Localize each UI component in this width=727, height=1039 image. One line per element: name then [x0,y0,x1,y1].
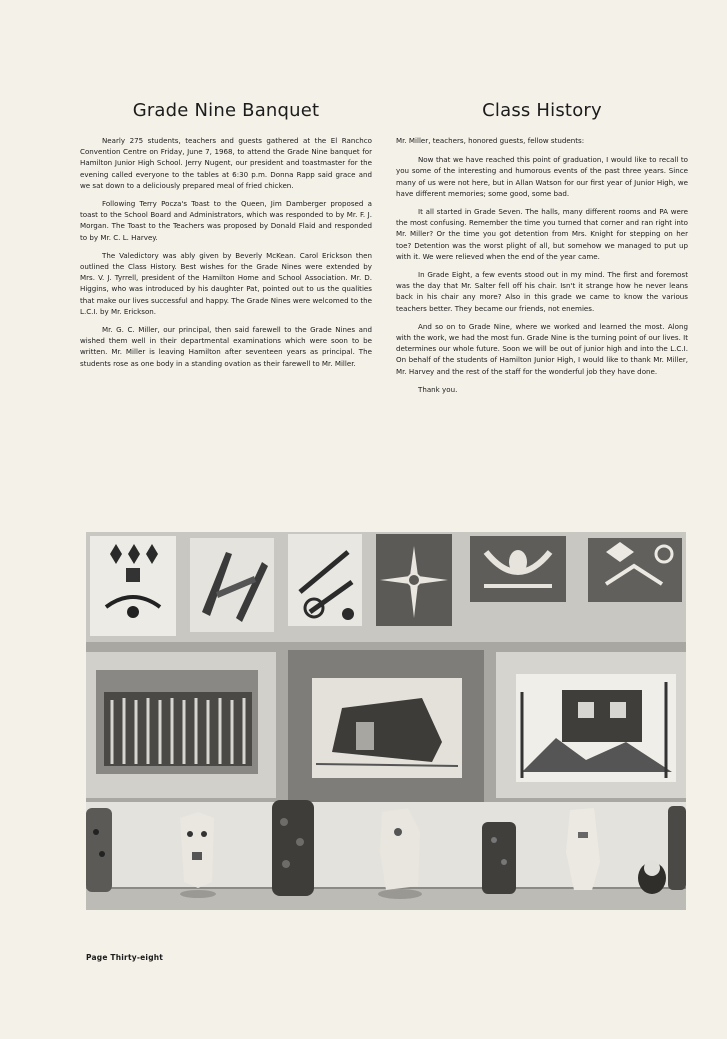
class-history-paragraph: And so on to Grade Nine, where we worked and learned the most. Along with the work, we had the most fun. Grade Nine is the turning point of our lives. It determines our whole future. Soon we will be out of junior high and into the L.C.I. On behalf of the students of Hamilton Junior High, I would like to thank Mr. Miller, Mr. Harvey and the rest of the staff for the wonderful job they have done. [396,321,688,376]
art-display-photo [86,532,686,910]
banquet-paragraph: Following Terry Pocza's Toast to the Queen, Jim Damberger proposed a toast to the School Board and Administrators, which was responded to by Mr. F. J. Morgan. The Toast to the Teachers was proposed by Donald Flaid and responded to by Mr. C. L. Harvey. [80,199,372,242]
banquet-article [80,100,372,376]
painting-display [86,650,686,802]
class-history-paragraph: In Grade Eight, a few events stood out in my mind. The first and foremost was the day that Mr. Salter fell off his chair. Isn't it strange how he never leans back in his chair any more? Also in this grade we came to know the various teachers better. They became our friends, not enemies. [396,270,688,313]
class-history-closing: Thank you. [418,384,458,394]
banquet-title: Grade Nine Banquet [132,100,320,121]
banquet-paragraph: Mr. G. C. Miller, our principal, then said farewell to the Grade Nines and wished them well in their departmental examinations which were soon to be written. Mr. Miller is leaving Hamilton after seventeen years as principal. The students rose as one body in a standing ovation as their farewell to Mr. Miller. [80,325,372,368]
page-number: Page Thirty-eight [86,953,164,962]
class-history-paragraph: Now that we have reached this point of graduation, I would like to recall to you some of the interesting and humorous events of the past three years. Since many of us were not here, but in Allan Watson for our first year of Junior High, we have different memories; some good, some bad. [396,155,688,198]
banquet-paragraph: Nearly 275 students, teachers and guests gathered at the El Ranchco Convention Centre on Friday, June 7, 1968, to attend the Grade Nine banquet for Hamilton Junior High School. Jerry Nugent, our president and toastmaster for the evening called everyone to the tables at 6:30 p.m. Donna Rapp said grace and we sat down to a deliciously prepared meal of fried chicken. [80,136,372,190]
class-history-article [396,100,688,402]
banquet-paragraph: The Valedictory was ably given by Beverly McKean. Carol Erickson then outlined the Class History. Best wishes for the Grade Nines were extended by Mrs. V. J. Tyrrell, president of the Hamilton Home and School Association. Mr. D. Higgins, who was introduced by his daughter Pat, pointed out to us the qualities that make our lives successful and happy. The Grade Nines were welcomed to the L.C.I. by Mr. Erickson. [80,250,372,316]
class-history-salutation: Mr. Miller, teachers, honored guests, fellow students: [396,136,585,145]
class-history-title: Class History [482,100,602,121]
class-history-paragraph: It all started in Grade Seven. The halls, many different rooms and PA were the most confusing. Remember the time you turned that corner and ran right into Mr. Miller? Or the time you got detention from Mrs. Knight for stepping on her toe? Detention was the worst plight of all, but somehow we managed to put up with it. We were relieved when the end of the year came. [396,207,688,261]
